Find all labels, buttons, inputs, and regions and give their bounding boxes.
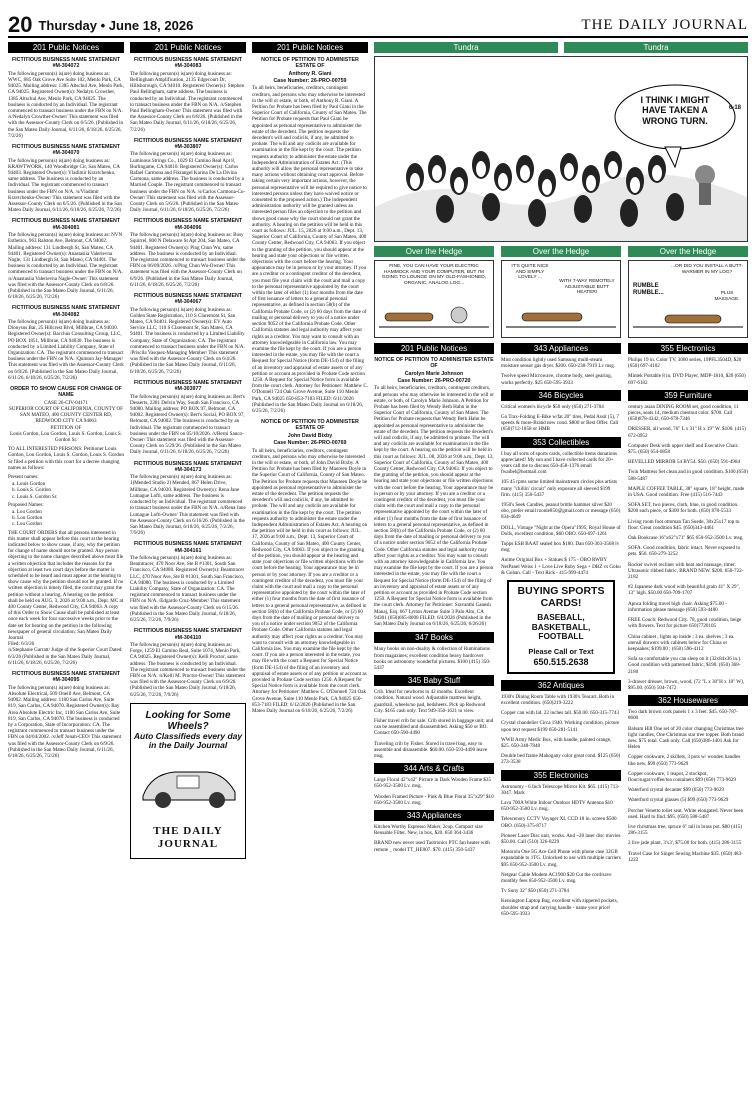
notice-heading: FICTITIOUS BUSINESS NAME STATEMENT #M-303807 — [133, 137, 243, 151]
tundra-drawing — [375, 57, 747, 241]
notice-heading: FICTITIOUS BUSINESS NAME STATEMENT #M-304082 — [11, 305, 121, 318]
notice-body: The following person(s) is(are) doing business as: 1)Mended Studio 2) Mended, 867 Helen Drive, Millbrae, CA 94030. Registered Owner(s): Rena Jane Lumague Lofti, same address. The business is conducted by an Individual. The registrant commenced to transact business under the FBN on N/A. /s/Rena Jane Lumague Lofti-Owner/ This statement was filed with the Assessor-County Clerk on 6/16/26. (Published in the San Mateo Daily Journal, 6/18/26, 6/25/26, 7/2/26, 7/9/26) — [130, 474, 246, 537]
notice-body: The following person(s) is(are) doing business as: Luminous Strings Co., 1029 El Camino Real Apt 8, Burlingame, CA 94010. Registered Owner(s): Carlos Rafael Carmona and Fikrangel Karina De La Divina Carmona, same address. The business is conducted by a Married Couple. The registrant commenced to transact business under the FBN on N/A. /s/Carlos Carmona-Co-Owner/ This statement was filed with the Assessor-County Clerk on 5/6/26. (Published in the San Mateo Daily Journal, 6/11/26, 6/18/26, 6/25/26, 7/2/26) — [130, 151, 246, 214]
classified-listing: 3-drawer dresser, brown, wood, (72 "L x 30"H x 18" W), $95.00. (650) 504-7472 — [628, 678, 745, 691]
fbn-notice — [8, 305, 124, 381]
promo-line-p1: BUYING SPORTS CARDS! — [517, 585, 605, 609]
classified-listing: #2 Japanese dark wood with beautiful grain 41" X 29", 13" high. $50.00 650-709-1707 — [628, 584, 740, 597]
notice-heading: FICTITIOUS BUSINESS NAME STATEMENT #M-304173 — [133, 460, 243, 473]
classified-listing: 1930's Dining Room Table with 1930's Teacart. Both in excellent condition. (650)219-3222 — [501, 693, 615, 706]
classifieds-column-1 — [374, 340, 494, 1116]
classified-listing: Mintek Portable 8 in. DVD Player, MDP-1810, $20 (650) 697-6182 — [628, 373, 746, 386]
fbn-notice — [130, 138, 246, 214]
notice-body: The following person(s) is(are) doing business as: Beamtracer, 470 Noor Ave, Ste B #1301, South San Francisco, CA 94080. Registered Owner(s): Beamtracer LLC, 470 Noor Ave, Ste B #1301, South San Francisco, CA 94080. The business is conducted by a Limited Liability Company, State of Organization: CA. The registrant commenced to transact business under the FBN on N/A. /Edgardo Cruz-Member/ This statement was filed with the Assessor-County Clerk on 6/15/26. (Published in the San Mateo Daily Journal, 6/18/26, 6/25/26, 7/2/26, 7/9/26) — [130, 555, 245, 624]
fbn-notice: FICTITIOUS BUSINESS NAME STATEMENT #M-304095 The following person(s) is(are) doing business as: Absolute Electrical, 509 Oneill Ave, Belmont, CA 94002. Mailing address: 1180 San Carlos Ave, Suite 819, San Carlos, CA 94070. Registered Owner(s): Bay Area Absolute Electric Inc, 1180 San Carlos Ave, Suite 819, San Carlos, CA 94070. The business is conducted by a Corporation, State of Incorporation: CA. The registrant commenced to transact business under the FBN on 04/04/2002. /s/Jeff Jonah-CEO/ This statement was filed with the Assessor-County Clerk on 6/9/26. (Published in the San Mateo Daily Journal, 6/11/26, 6/18/26, 6/25/26, 7/2/26) — [8, 671, 122, 760]
classified-listing: 105 45 rpms some limited mainstream circles plus artists many "chillin' circuit" only exposure all sleeved $199 firm. (415) 350-5437 — [501, 479, 618, 498]
classified-listing: Computer Desk with upper shelf and Executive Chair. $75. (650) 654-0858 — [628, 442, 739, 456]
notice-heading: FICTITIOUS BUSINESS NAME STATEMENT #M-303977 — [133, 379, 243, 393]
category-header: 355 Electronics — [628, 343, 748, 354]
classified-listing: Travel Case for Singer Sewing Machine $35. (650) 483-1222 — [628, 850, 743, 863]
category-header: 344 Arts & Crafts — [374, 763, 494, 774]
classified-listing: century asian DINING ROOM set, good condition, 11 pieces, seats 14, medium chestnut color. $700. Call (650)878-4342, 650-678-7346 — [628, 403, 739, 423]
fbn-notice — [130, 293, 246, 375]
classified-listing: Crystal chandelier Circa 1940. Working condition, picture upon text request $199 650-281-5141 — [501, 720, 620, 733]
classified-listing: Waterford crystal glasses (5) $99 (650) 773-9629 — [628, 797, 729, 804]
classified-listing: DRESSER, all wood, 76" L x 31" H x 19" W. $100. (415) 672-0952 — [628, 426, 746, 439]
page-number: 20 — [8, 12, 33, 37]
masthead — [8, 8, 748, 38]
classified-listing: BRAND new never used Taotronics PTC fan heater with remote _ model TT_HE007. $70. (415) 350-5437 — [374, 840, 490, 853]
category-header: 201 Public Notices — [374, 343, 494, 354]
probate-notice-johnson: NOTICE OF PETITION TO ADMINISTER ESTATE OF Carolyn Marie Johnson Case Number: 26-PRO-00720 To all heirs, beneficiaries, creditors, contingent creditors, and persons who may otherwise be interested in the will or estate, or both, of Carolyn Marie Johnson. A Petition for Probate has been filed by Wendy Beth Hahn in the Superior Court of California, County of San Mateo. The Petition for Probate requests that Wendy Beth Hahn be appointed as personal representative to administer the estate of the decedent. The petition requests the decedent's will and codicils, if any, be admitted to probate. The will and any codicils are available for examination in the file kept by the court. A hearing on the petition will be held in this court as follows: JUL. 08, 2026 at 9:00 a.m., Dept. 13, Superior Court of California, County of San Mateo, 400 County Center, Redwood City, CA 94063. If you object to the granting of the petition, you should appear at the hearing and state your objections or file written objections with the court before the hearing. Your appearance may be in person or by your attorney. If you are a creditor or a contingent creditor of the decedent, you must file your claim with the court and mail a copy to the personal representative appointed by the court within the later of either (1) four months from the date of first issuance of letters to a general personal representative, as defined in section 58(b) of the California Probate Code, or (2) 60 days from the date of mailing or personal delivery to you of a notice under section 9052 of the California Probate Code. Other California statutes and legal authority may affect your rights as a creditor. You may want to consult with an attorney knowledgeable in California law. You may examine the file kept by the court. If you are a person interested in the estate, you may file with the court a Request for Special Notice (form DE-154) of the filing of an inventory and appraisal of estate assets or of any petition or account as provided in Probate Code section 1250. A Request for Special Notice form is available from the court clerk. Attorney for Petitioner: Sravanthi Ganesh Manaj, Esq. 667 Lytton Avenue Suite 3 Palo Alto, CA 94301 (650)665-8000 FILED: 6/4/2026 (Published in the San Mateo Daily Journal on 6/18/26, 6/25/26, 6/26/26) — [374, 357, 494, 628]
name-list-item: c. Louis S. Gordon Sr. — [12, 493, 58, 500]
classified-listing: Critical women's bicycle $50 only (650) 271-3784 — [501, 403, 604, 410]
oth-header: Over the Hedge — [628, 246, 748, 257]
classified-listing: Copper cookware, 1 teapot, 2 stockpot, flour/sugar/coffee/tea containers $99 (650) 773-9629 — [628, 770, 736, 783]
fbn-notice — [8, 144, 124, 214]
section-header: 201 Public Notices — [8, 42, 124, 53]
name-list-item: b. Louis S. Gordon — [12, 487, 51, 494]
classified-listing: DOLL, Vintage "Night at the Opera"1995, Royal House of Dolls, excellent condition, $60 OBO. 650-697-1261 — [501, 524, 621, 537]
classified-listing: SOFA SET, two pieces, cloth, blue, in good condition. $200 each piece, or $300 for both. (650) 878-5533 — [628, 502, 739, 515]
notice-body: The following person(s) is(are) doing business as: WWC, 885 Oak Grove Ave Suite 102, Menlo Park, CA 94025. Mailing address: 1385 Altschul Ave, Menlo Park, CA 94025. Registered Owner(s): Nedalyn Crowther, 1385 Altschul Ave, Menlo Park, CA 94025. The business is conducted by an Individual. The registrant commenced to transact business under the FBN on N/A. /s/Nedalyn Crowther-Owner/ This statement was filed with the Assessor-County Clerk on 6/5/26. (Published in the San Mateo Daily Journal, 6/11/26, 6/18/26, 6/25/26, 7/2/26) — [8, 70, 124, 139]
promo-line-p2: BASEBALL, BASKETBALL, FOOTBALL — [531, 612, 591, 642]
classified-listing: Living room foot ottoman Tan Suede, 30x25x17 top to floor. Great condition $45. (650)343-4461 — [628, 518, 740, 531]
notice-body: The following person(s) is(are) doing business as: Bellingham Amplification, 2135 Edgecourt Dr, Hillsborough, CA 94010. Registered Owner(s): Stephen Paul Bellingham, same address. The business is conducted by an Individual. The registrant commenced to transact business under the FBN on N/A. /s/Stephen Paul Bellingham-Owner/ This statement was filed with the Assessor-County Clerk on 6/8/26. (Published in the San Mateo Daily Journal, 6/11/26, 6/18/26, 6/25/26, 7/2/26) — [130, 70, 245, 133]
section-header: 201 Public Notices — [252, 42, 368, 53]
category-header: 343 Appliances — [374, 810, 494, 821]
tundra-panel — [374, 56, 748, 242]
classified-listing: Fisher travel crib for sale. Crib stored in baggage unit; and can be assembled and disassembled. Asking $50 or BO. Contact 650-590-4490 — [374, 717, 494, 737]
notice-heading: FICTITIOUS BUSINESS NAME STATEMENT #M-304161 — [133, 541, 243, 554]
classified-listing: Large Floral 42"x42" Picture in Dark Wooden Frame $35 650-952-3500 Lv. msg. — [374, 777, 492, 790]
sports-cards-ad[interactable] — [507, 580, 615, 674]
fbn-notice — [8, 57, 124, 139]
category-header: 346 Bicycles — [501, 390, 621, 401]
classified-listing: Oak Bookcase 16"x62"x71" $65 650-952-3500 Lv. msg. — [628, 535, 744, 542]
section-header: 201 Public Notices — [130, 42, 246, 53]
classified-listing: Telescenory CCTV Voyager XL CCD 18 in. screen $500 OBO. (650)-375-8717 — [501, 816, 617, 829]
fbn-notice — [8, 218, 124, 300]
oth-speech-3: ...OR DID YOU INSTALL A BUTT-WARMER IN MY LOG? — [671, 264, 743, 275]
notice-heading: FICTITIOUS BUSINESS NAME STATEMENT #M-304096 — [133, 218, 243, 231]
oth-panel-3 — [628, 260, 748, 338]
classifieds-section — [374, 340, 748, 1116]
fbn-notice — [130, 541, 246, 623]
name-list-item: b. Lou Gordon — [12, 515, 43, 522]
classified-listing: Copper can with lid. 22 inches tall. $50.00. 650-315-7743 — [501, 710, 619, 717]
classified-listing: Twelve speed Microwave, chrome body, steel gearing, works perfectly. $25 650-595-3933 — [501, 373, 612, 386]
classified-listing: MAPLE COFFEE TABLE, 38" square, 18" height, made in USA. Good condition. Free (415) 516-7443 — [628, 485, 745, 499]
notice-body: The following person(s) is(are) doing business as: Golden State Registration, 110 S Claremont St, San Mateo, CA 94401. Registered Owner(s): EV Auto Service LLC, 110 S Claremont St, San Mateo, CA 94401. The business is conducted by a Limited Liability Company, State of Organization: CA. The registrant commenced to transact business under the FBN on N/A. /Priscila Vasquez-Managing Member/ This statement was filed with the Assessor-County Clerk on 6/4/26. (Published in the San Mateo Daily Journal, 6/11/26, 6/18/26, 6/25/26, 7/2/26) — [130, 306, 245, 375]
classified-listing: Many books on non-duality & collection of Ruminations from magazines; excellent condition heavy hardcover books on astronomy wonderful pictures. $100 (415) 350-5437 — [374, 646, 491, 671]
category-header: 345 Baby Stuff — [374, 675, 494, 686]
ad-subhead: Auto Classifieds every day in the Daily Journal — [133, 730, 243, 751]
oth-header: Over the Hedge — [501, 246, 621, 257]
name-list-item: c. Lou Gordon — [12, 521, 42, 528]
tundra-speech: I THINK I MIGHT HAVE TAKEN A WRONG TURN. — [640, 95, 710, 126]
classified-listing: FREE Couch: Redwood City. 78, good condition, beige with flowers. Text for picture 650)7720105 — [628, 617, 742, 630]
classified-listing: WWII Army Medic Box, with handle, painted orange, $25. 650-348-7848 — [501, 736, 612, 749]
name-change-notice: ORDER TO SHOW CAUSE FOR CHANGE OF NAME CASE 26-CIV-04171 SUPERIOR COURT OF CALIFORNIA, COUNTY OF SAN MATEO, 400 COUNTY CENTER RD, REDWOOD CITY CA 94063 PETITION OF Louis Gordon, Lou Gordon, Louis S. Gordon, Louis S. Gordon Sr. TO ALL INTERESTED PERSONS: Petitioner Louis Gordon, Lou Gordon, Louis S. Gordon, Louis S. Gordon Sr filed a petition with this court for a decree changing names as follows: Present names: a. Louis Gordon b. Louis S. Gordon c. Louis S. Gordon Sr. Proposed Names: a. Lou Gordon b. Lou Gordon c. Lou Gordon THE COURT ORDERS that all persons interested in this matter shall appear before this court at the hearing indicated below to show cause, if any, why the petition for change of name should not be granted. Any person objecting to the name changes described above must file a written objection that includes the reasons for the objection at least two court days before the matter is scheduled to be heard and must appear at the hearing to show cause why the petition should not be granted. If no written objection is timely filed, the court may grant the petition without a hearing. A hearing on the petition shall be held on AUG. 3, 2026 at 9:00 a.m., Dept. MC at 400 County Center, Redwood City, CA 94063. A copy of this Order to Show Cause shall be published at least once each week for four successive weeks prior to the date set for hearing on the petition in the following newspaper of general circulation: San Mateo Daily Journal Filed: 6/3/26 /s/Stephanie Garratt/ Judge of the Superior Court Dated: 6/3/26 (Published in the San Mateo Daily Journal, 6/11/26, 6/18/26, 6/25/26, 7/2/26) — [8, 386, 124, 666]
classified-listing: 2 live jade plant, 3'x3', $75.00 for both. (415) 286-3155 — [628, 840, 742, 847]
fbn-notice — [130, 628, 246, 698]
classified-listing: Anime Original Box + Statues $ 175 - OBO RWBY NetPanel Weiss 1 + Love Live Ruby Sega + DBZ vs Goku & Gohan. Call - Text Rick - 415-999-4474 — [501, 557, 621, 576]
page-body — [8, 42, 748, 1116]
ad-logo: THE DAILY JOURNAL — [153, 824, 223, 851]
notice-body: The following person(s) is(are) doing business as: NVN Esthetics, 963 Ralston Ave, Belmont, CA 94002. Mailing address: 131 Lindbergh St, San Mateo, CA 94401. Registered Owner(s): Anastasiia Valerievna Nagle, 131 Lindbergh St, San Mateo, CA 94401. The business is conducted by an Individual. The registrant commenced to transact business under the FBN on N/A. /s/Anastasiia Valerievna Nagle-Owner/ This statement was filed with the Assessor-County Clerk on 6/8/26. (Published in the San Mateo Daily Journal, 6/11/26, 6/18/26, 6/25/26, 7/2/26) — [8, 232, 123, 301]
tundra-date: 6-18 — [728, 105, 741, 111]
classified-listing: Kitchen Worthy Espresso Maker, 2cup. Compact size Reusable Filter, New, in box, $20. 650 364-3436 — [374, 823, 483, 837]
notice-heading: FICTITIOUS BUSINESS NAME STATEMENT #M-304083 — [133, 57, 243, 70]
comics-section — [374, 42, 748, 382]
promo-line-p4: 650.515.2638 — [533, 656, 589, 667]
name-list-item: a. Louis Gordon — [12, 481, 46, 488]
category-header: 355 Electronics — [501, 770, 621, 781]
oth-panel-1 — [374, 260, 494, 338]
classified-listing: Waterford crystal decanter $99 (650) 773-9629 — [628, 787, 724, 794]
category-header: 353 Collectibles — [501, 437, 621, 448]
classified-listing: Sofa so comfortable you can sleep on it (32x84x36 in.). Good condition with patterned fabric, $190. (650) 368-2180 — [628, 656, 742, 675]
classified-listing: I buy all sorts of sports cards, collectible items donations appreciated! My son and I have collected cards for 20+ years call me to discuss 650-458-1376 email fwaibel@hotmail.com — [501, 450, 618, 476]
fbn-notice — [130, 218, 246, 288]
classified-listing: Kensington Laptop Bag, excellent with zippered pockets, shoulder strap and carrying handle - name your price! 650-595-3933 — [501, 898, 618, 917]
auto-classifieds-ad[interactable] — [130, 703, 246, 859]
classified-listing: China cabinet , lights up inside ; 3 ea. shelves ; 3 ea. utensil drawers with cabinets below for China or keepsakes; $199.00 ; (650) 596-4112 — [628, 633, 735, 652]
classified-listing: Double bed frame Mahogany color great cond. $125 (650) 273-3538 — [501, 753, 621, 766]
notices-column-3 — [252, 42, 368, 1116]
classified-listing: SOFA. Good condition, fabric intact. Never exposed to pets. $50. 650-279-3252 — [628, 545, 741, 558]
car-illustration — [137, 752, 241, 812]
classified-listing: Go Trax-Folding E-Bike w/fat 20" tires, Pedal Assit (5), 7 speeds & more-Brand new cond. $800 or Best Offer. Call (650)712-1858 or HMB — [501, 414, 619, 433]
notice-body: The following person(s) is(are) doing business as: Bert's Desserts, 2281 Delvin Way, South San Francisco, CA 94080. Mailing address: PO BOX 97, Belmont, CA 94002. Registered Owner(s): Bert's Social, PO BOX 97, Belmont, CA 94002. The business is conducted by an Individual. The registrant commenced to transact business under the FBN on 05/10/2026. /s/Berni Sanco-Owner/ This statement was filed with the Assessor-County Clerk on 5/29/26. (Published in the San Mateo Daily Journal, 6/11/26, 6/18/26, 6/25/26, 7/2/26) — [130, 393, 245, 456]
classified-listing: Astronomy - 6 Inch Telescope Mirror Kit. $65. (415) 713-3047. Mark — [501, 783, 620, 796]
classified-listing: live christmas tree, spruce 6" tall in brass pot. $80 (415) 286-3155 — [628, 823, 743, 837]
classified-listing: 1950's Seek Candles, peanut brittle hammer silver $20 obo, prefer email rzonle850@gmail.com or message (650) 834-4649 — [501, 502, 621, 521]
category-header: 359 Furniture — [628, 390, 748, 401]
classified-listing: Balsam Hill One set of 20 color changing Christmas tree light candles, One Christmas star tree topper. Both brand new. $75 total. Cash only. Call (650)386-1401 Ask for Helen — [628, 725, 744, 751]
issue-date: Thursday • June 18, 2026 — [38, 18, 194, 34]
oth-speech-2: IT'S QUITE NICE AND SIMPLY LOVELY ... — [511, 264, 549, 281]
notice-body: The following person(s) is(are) doing business as: Dionysus Bar, 25 Hillcrest Blvd, Millbrae, CA 94030. Registered Owner(s): Bacchus Consulting Group, LLC, PO BOX 1851, Millbrae, CA 94030. The business is conducted by a Limited Liability Company, State of Organization: CA. The registrant commenced to transact business under the FBN on N/A. /Quinton Jay-Manager/ This statement was filed with the Assessor-County Clerk on 6/8/26. (Published in the San Mateo Daily Journal, 6/11/26, 6/18/26, 6/25/26, 7/2/26) — [8, 319, 124, 381]
category-header: 343 Appliances — [501, 343, 621, 354]
notice-heading: FICTITIOUS BUSINESS NAME STATEMENT #M-304110 — [133, 628, 243, 641]
classified-listing: Lava 700A White Indoor Outdoor HDTV Antenna $10 650-952-3500 Lv. msg. — [501, 800, 613, 813]
fbn-notice — [130, 57, 246, 133]
classified-listing: BEVELLED MIRROR 54 BY54. $50. (650) 591-4984 — [628, 459, 741, 466]
classifieds-column-2 — [501, 340, 621, 1116]
classified-listing: Motorola One 5G Ace Cell Phone with phone case 32GB expandable to 1TG. Unlocked to use with multiple carriers $95 650-952-3500 Lv. msg. — [501, 849, 621, 868]
notice-heading: FICTITIOUS BUSINESS NAME STATEMENT #M-304072 — [11, 57, 121, 70]
probate-notice-bixby: NOTICE OF PETITION TO ADMINISTER ESTATE OF John David Bixby Case Number: 26-PRO-00769 To all heirs, beneficiaries, creditors, contingent creditors, and persons who may otherwise be interested in the will or estate, or both, of John David Bixby. A Petition for Probate has been filed by Maureen Doyle in the Superior Court of California, County of San Mateo. The Petition for Probate requests that Maureen Doyle be appointed as personal representative to administer the estate of the decedent. The petition requests the decedent's will and codicils, if any, be admitted to probate. The will and any codicils are available for examination in the file kept by the court. The petition requests authority to administer the estate under the Independent Administration of Estates Act. A hearing on the petition will be held in this court as follows: JUL. 17, 2026 at 9:00 a.m., Dept. 13, Superior Court of California, County of San Mateo, 400 County Center, Redwood City, CA 94063. If you object to the granting of the petition, you should appear at the hearing and state your objections or file written objections with the court before the hearing. Your appearance may be in person or by your attorney. If you are a creditor or a contingent creditor of the decedent, you must file your claim with the court and mail a copy to the personal representative appointed by the court within the later of either (1) four months from the date of first issuance of letters to a general personal representative, as defined in section 58(b) of the California Probate Code, or (2) 60 days from the date of mailing or personal delivery to you of a notice under section 9052 of the California Probate Code. Other California statutes and legal authority may affect your rights as a creditor. You may want to consult with an attorney knowledgeable in California law. You may examine the file kept by the court. If you are a person interested in the estate, you may file with the court a Request for Special Notice (form DE-154) of the filing of an inventory and appraisal of estate assets or of any petition or account as provided in Probate Code section 1250. A Request for Special Notice form is available from the court clerk. Attorney for Petitioner: Matthew C. O'Donnell 724 Oak Grove Avenue, Suite 110 Menlo Park, CA 94025 650-853-7183 FILED: 6/12/2026 (Published in the San Mateo Daily Journal on 6/18/26, 6/25/26, 7/2/26) — [252, 419, 368, 715]
tundra-header: Tundra — [374, 42, 558, 53]
category-header: 347 Books — [374, 632, 494, 643]
classified-listing: Netgear Cable Modem AC1900 $20 Cut the cord/save monthly fees 650-952-3500 Lv. msg. — [501, 871, 612, 885]
oth-panel-2 — [501, 260, 621, 338]
notice-heading: FICTITIOUS BUSINESS NAME STATEMENT #M-304070 — [11, 143, 121, 157]
oth-speech-2b: WITH 7-WAY REMOTELY ADJUSTABLE BUTT HEATER! — [559, 279, 615, 296]
oth-speech-3b: PLUS MASSAGE. — [714, 291, 740, 302]
classified-listing: Tv Sony 32" $50 (650) 271-3784 — [501, 888, 569, 895]
classified-listing: Apnca folding travel high chair. Asking $75.00 - information please message (650) 593-4480 — [628, 600, 727, 613]
notice-body: The following person(s) is(are) doing business as: KRAWTWORK, 140 Woodbridge Cir, San Mateo, CA 94403. Registered Owner(s): Vladimir Kravtchenko, same address. The business is conducted by an Individual. The registrant commenced to transact business under the FBN on N/A. /s/Vladimir Kravtchenko-Owner/ This statement was filed with the Assessor-County Clerk on 6/5/26. (Published in the San Mateo Daily Journal, 6/11/26, 6/18/26, 6/25/26, 7/2/26) — [8, 157, 122, 214]
paper-title: THE DAILY JOURNAL — [581, 16, 748, 33]
name-list-item: a. Lou Gordon — [12, 509, 42, 516]
classified-listing: Pioneer Laser Disc unit, works. And ~20 laser disc movies $50.00. Call (510) 326-8229 — [501, 832, 621, 846]
classified-listing: Two dark brown cork panels 1 x 3 feet. $45. 650-787-8600 — [628, 709, 738, 722]
category-header: 362 Housewares — [628, 695, 748, 706]
classified-listing: Topps ESB BAAT sealed box $180. Dan 650-303-3568 lv msg — [501, 541, 620, 554]
promo-line-p3: Please Call or Text — [528, 646, 594, 656]
classified-listing: Rocker swivel recliner with heat and massage, timer. Ultrasonic ribbed fabric, BRAND NEW. $200. 650-722-2182 — [628, 561, 744, 581]
classifieds-column-3 — [628, 340, 748, 1116]
classified-listing: Copper cookware, 2 skillets, 3 pots w/ wooden handles like new, $99 (650) 773-9629 — [628, 754, 741, 767]
tundra-header: Tundra — [564, 42, 748, 53]
notice-heading: FICTITIOUS BUSINESS NAME STATEMENT #M-304081 — [11, 218, 121, 231]
classified-listing: Porcher Venetto toilet seat. White elongated. Never been used. Hard to find. $95. (650) 588-5487 — [628, 807, 744, 820]
notices-column-2 — [130, 42, 246, 1116]
fbn-notice — [130, 380, 246, 456]
classified-listing: Traveling crib by Fisher. Stored in travel bag, easy to assemble and disassemble. $60.00. 650-593-4490 leave msg. — [374, 740, 488, 759]
oth-speech-1: FINE, YOU CAN HAVE YOUR ELECTRIC HAMMOCK AND YOUR COMPUTER, BUT I'M GOING TO LOUNGE ON MY OLD-FASHIONED, ORGANIC, ANALOG LOG... — [381, 264, 487, 286]
notice-body: The following person(s) is(are) doing business as: Busy Squirrel, 800 N Delaware St Apt 204, San Mateo, CA 94401. Registered Owner(s): Ping Chun Wu, same address. The business is conducted by an Individual. The registrant commenced to transact business under the FBN on 06/09/2026. /s/Ping Chun Wu-Owner/ This statement was filed with the Assessor-County Clerk on 6/9/26. (Published in the San Mateo Daily Journal, 6/11/26, 6/18/26, 6/25/26, 7/2/26) — [130, 232, 246, 288]
ad-headline: Looking for Some Wheels? — [145, 709, 231, 732]
notice-body: The following person(s) is(are) doing business as: Forge, 1259 El Camino Real, Suite 1074, Menlo Park, CA 94025. Registered Owner(s): Kelli Proctor, same address. The business is conducted by an Individual. The registrant commenced to transact business under the FBN on N/A. /s/Kelli M. Proctor-Owner/ This statement was filed with the Assessor-County Clerk on 6/9/26. (Published in the San Mateo Daily Journal, 6/18/26, 6/25/26, 7/2/26, 7/9/26) — [130, 641, 246, 698]
category-header: 362 Antiques — [501, 680, 621, 691]
classified-listing: Crib. Ideal for newborns to 42 months. Excellent condition. Natural wood. Adjustable mattress height, guardrail, wheels/no pad, bedsheets. Pick up Redwood City. $165 cash only. Text 949-350-1621 to view. — [374, 689, 486, 714]
classified-listing: Wooden Framed Picture - Pink & Blue Floral 35"x29" $10 650-952-3500 Lv. msg. — [374, 793, 494, 806]
classified-listing: Philips 19 in. Color TV, 3000 series, 19PFL3504D, $20 (650) 697-4102 — [628, 357, 742, 370]
fbn-notice — [130, 461, 246, 537]
notices-column-1 — [8, 42, 124, 1116]
notice-heading: FICTITIOUS BUSINESS NAME STATEMENT #M-304067 — [133, 292, 243, 306]
oth-sfx: RUMBLE RUMBLE... — [633, 283, 664, 296]
classified-listing: Twin Mattress Set clean and in good condition. $100.(650) 588-5487 — [628, 469, 748, 482]
oth-header: Over the Hedge — [374, 246, 494, 257]
classified-listing: Mint condition lightly used Samsung multi-steam moisture sensor gas dryer. $200. 650-238-7919 Lv msg. — [501, 357, 616, 370]
probate-notice-giani: NOTICE OF PETITION TO ADMINISTER ESTATE OF Anthony R. Giani Case Number: 26-PRO-00759 To all heirs, beneficiaries, creditors, contingent creditors, and persons who may otherwise be interested in the will or estate, or both, of Anthony R. Giani. A Petition for Probate has been filed by Paul Giani in the Superior Court of California, County of San Mateo. The Petition for Probate requests that Paul Giani be appointed as personal representative to administer the estate of the decedent. The petition requests the decedent's will and codicils, if any, be admitted to probate. The will and any codicils are available for examination in the file kept by the court. The petition requests authority to administer the estate under the Independent Administration of Estates Act. (This authority will allow the personal representative to take many actions without obtaining court approval. Before taking certain very important actions, however, the personal representative will be required to give notice to interested persons unless they have waived notice or consented to the proposed action.) The independent administration authority will be granted unless an interested person files an objection to the petition and shows good cause why the court should not grant the authority. A hearing on the petition will be held in this court as follows: JUL. 15, 2026 at 9:00 a.m., Dept. 13, Superior Court of California, County of San Mateo, 400 County Center, Redwood City, CA 94063. If you object to the granting of the petition, you should appear at the hearing and state your objections or file written objections with the court before the hearing. Your appearance may be in person or by your attorney. If you are a creditor or a contingent creditor of the decedent, you must file your claim with the court and mail a copy to the personal representative appointed by the court within the later of either (1) four months from the date of first issuance of letters to a general personal representative, as defined in section 58(b) of the California Probate Code, or (2) 60 days from the date of mailing or personal delivery to you of a notice under section 9052 of the California Probate Code. Other California statutes and legal authority may affect your rights as a creditor. You may want to consult with an attorney knowledgeable in California law. You may examine the file kept by the court. If you are a person interested in the estate, you may file with the court a Request for Special Notice (form DE-154) of the filing of an inventory and appraisal of estate assets or of any petition or account as provided in Probate Code section 1250. A Request for Special Notice form is available from the court clerk. Attorney for Petitioner: Matthew C. O'Donnell 724 Oak Grove Avenue, Suite 110 Menlo Park, CA 94025 650-853-7183 FILED: 6/11/2026 (Published in the San Mateo Daily Journal on 6/18/26, 6/25/26, 7/2/26) — [252, 57, 368, 414]
